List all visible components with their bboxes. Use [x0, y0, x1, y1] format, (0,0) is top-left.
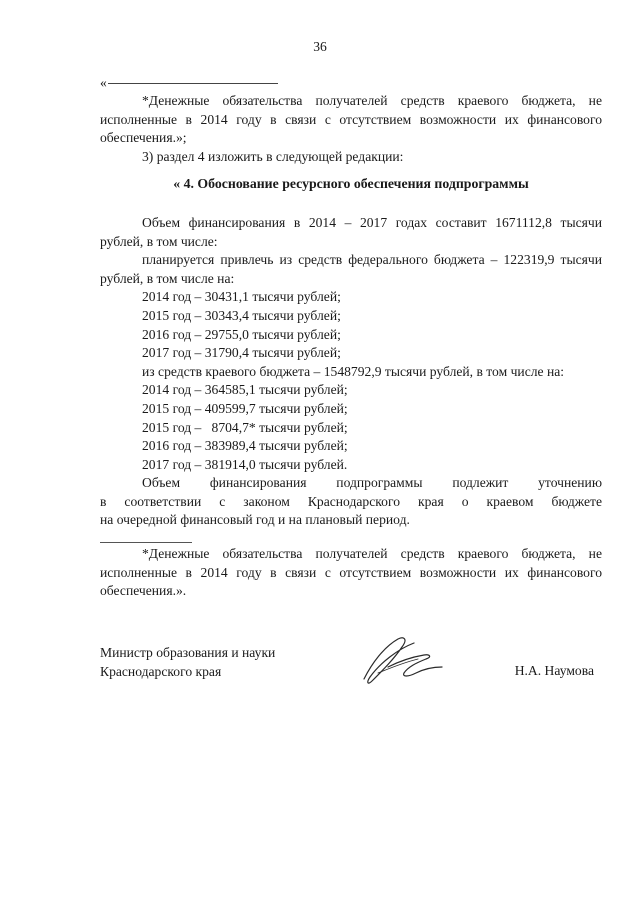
signatory-title-line: Краснодарского края — [100, 664, 222, 679]
footnote-bottom: *Денежные обязательства получателей средств краевого бюджета, не исполненные в 2014 году в связи с отсутствием возможности их финансового обеспечения.». — [100, 546, 602, 599]
page-number: 36 — [313, 39, 327, 54]
opening-quote-line — [100, 74, 602, 92]
document-body — [100, 74, 602, 601]
federal-intro: планируется привлечь из средств федерального бюджета – 122319,9 тысячи рублей, в том числе на: — [100, 252, 602, 286]
regional-row: 2015 год – 8704,7* тысячи рублей; — [142, 419, 348, 435]
signature-block — [100, 643, 602, 703]
funding-total: Объем финансирования в 2014 – 2017 годах составит 1671112,8 тысячи рублей, в том числе: — [100, 214, 602, 249]
regional-row: 2014 год – 364585,1 тысячи рублей; — [142, 382, 348, 398]
signatory-name: Н.А. Наумова — [514, 663, 594, 678]
federal-row: 2017 год – 31790,4 тысячи рублей; — [142, 345, 341, 361]
section-heading: « 4. Обоснование ресурсного обеспечения подпрограммы — [173, 176, 529, 192]
clarification-line: Объем финансирования подпрограммы подлежит уточнению — [142, 475, 602, 491]
regional-row: 2017 год – 381914,0 тысячи рублей. — [142, 456, 348, 472]
signatory-title-line: Министр образования и науки — [100, 645, 276, 660]
clarification-line: в соответствии с законом Краснодарского края о краевом бюджете — [100, 493, 602, 509]
section-instruction: 3) раздел 4 изложить в следующей редакции: — [142, 148, 404, 164]
footnote-separator — [100, 530, 192, 543]
federal-row: 2015 год – 30343,4 тысячи рублей; — [142, 307, 341, 323]
federal-row: 2014 год – 30431,1 тысячи рублей; — [142, 289, 341, 305]
handwritten-signature — [358, 633, 448, 689]
footnote-rule-top — [108, 83, 278, 84]
signatory-title — [100, 643, 275, 681]
footnote-top: *Денежные обязательства получателей средств краевого бюджета, не исполненные в 2014 году в связи с отсутствием возможности их финансового обеспечения.»; — [100, 93, 602, 146]
clarification-line: на очередной финансовый год и на плановый период. — [100, 512, 410, 528]
opening-quote: « — [100, 75, 107, 90]
regional-intro: из средств краевого бюджета – 1548792,9 тысячи рублей, в том числе на: — [142, 363, 565, 379]
federal-row: 2016 год – 29755,0 тысячи рублей; — [142, 326, 341, 342]
regional-row: 2016 год – 383989,4 тысячи рублей; — [142, 438, 348, 454]
regional-row: 2015 год – 409599,7 тысячи рублей; — [142, 400, 348, 416]
